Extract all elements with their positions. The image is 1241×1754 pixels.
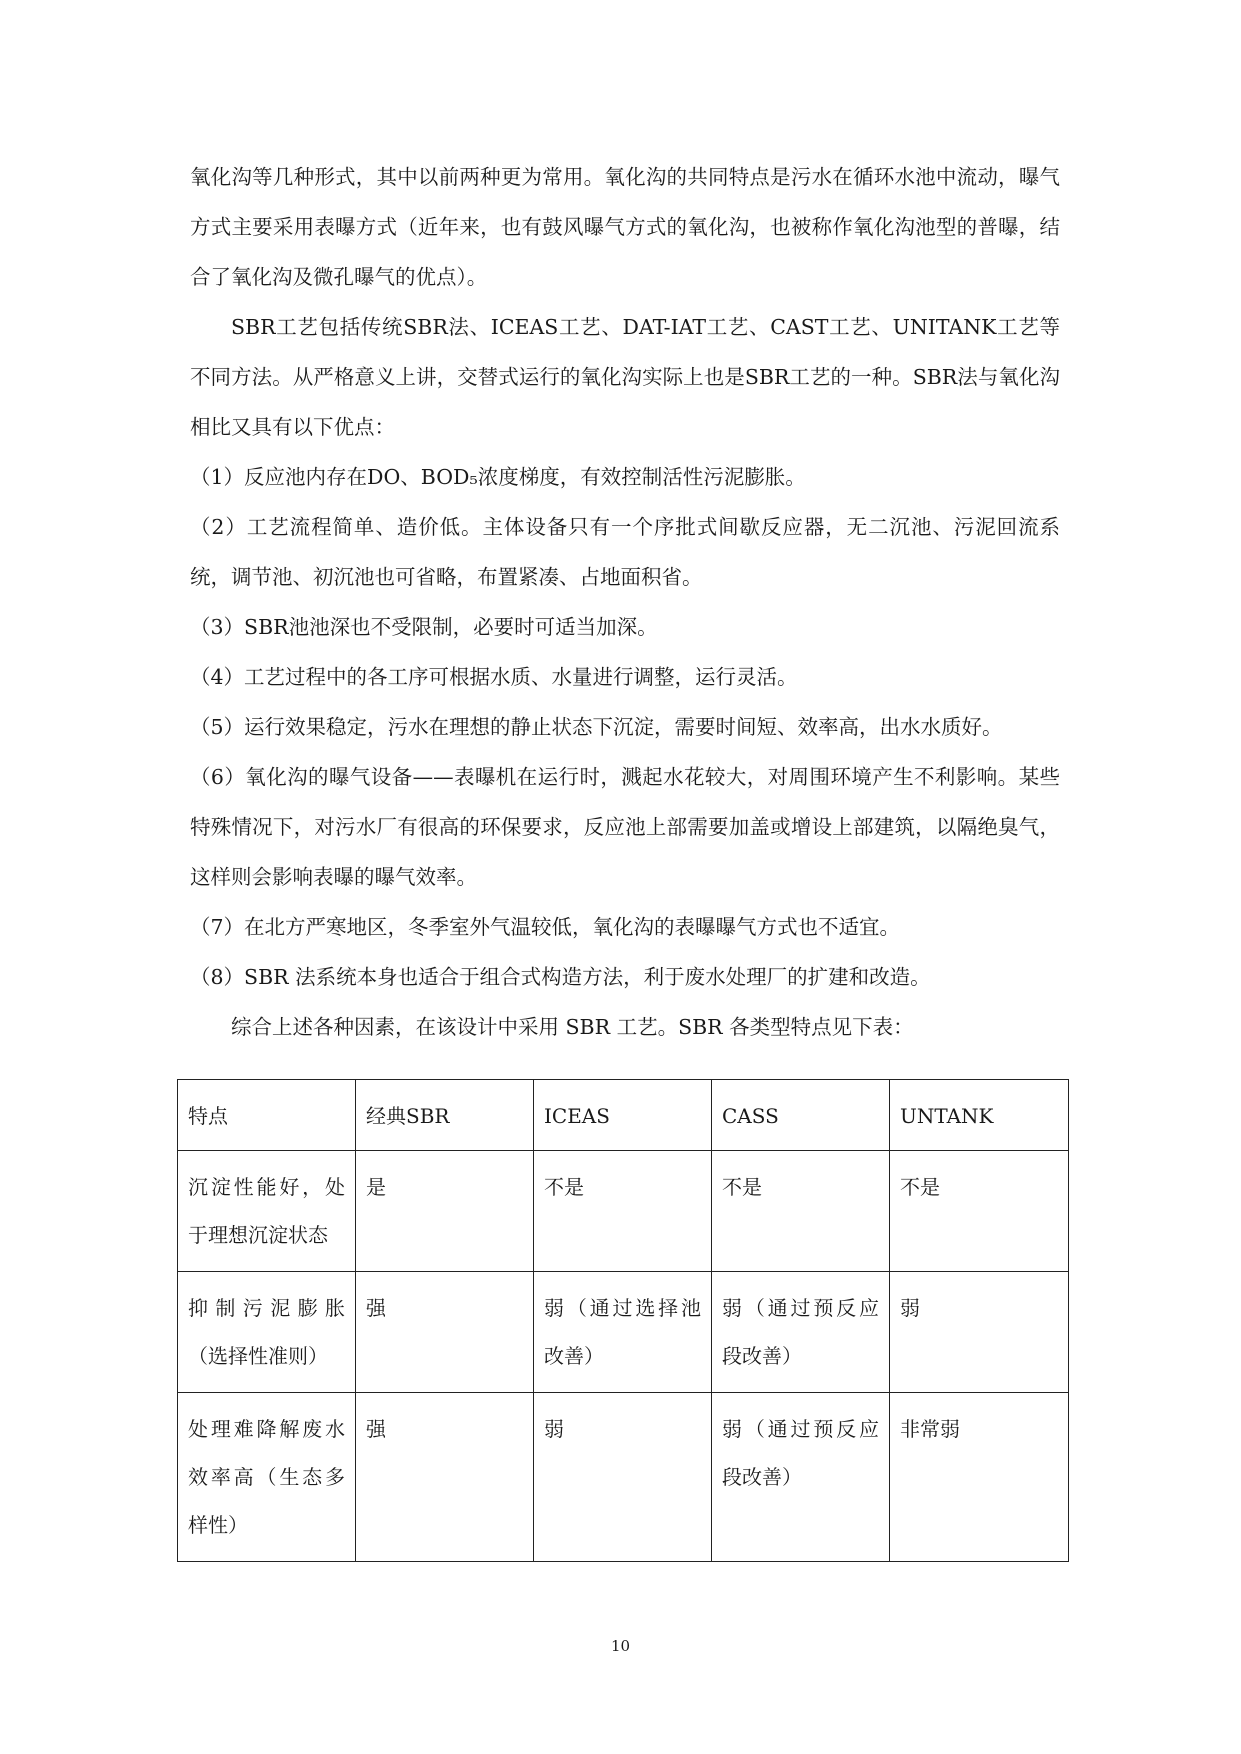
list-item: （5）运行效果稳定，污水在理想的静止状态下沉淀，需要时间短、效率高，出水水质好。	[190, 715, 1003, 739]
header-cell: 经典SBR	[356, 1080, 534, 1151]
table-cell: 非常弱	[890, 1393, 1069, 1562]
table-row	[178, 1393, 1069, 1562]
table-row	[178, 1151, 1069, 1272]
list-item: （2）工艺流程简单、造价低。主体设备只有一个序批式间歇反应器，无二沉池、污泥回流系统，调节池、初沉池也可省略，布置紧凑、占地面积省。	[190, 515, 1060, 589]
list-item: （8）SBR 法系统本身也适合于组合式构造方法，利于废水处理厂的扩建和改造。	[190, 965, 931, 989]
list-item: （7）在北方严寒地区，冬季室外气温较低，氧化沟的表曝曝气方式也不适宜。	[190, 915, 901, 939]
table-cell: 处理难降解废水效率高（生态多样性）	[178, 1393, 356, 1562]
page-number: 10	[610, 1637, 631, 1655]
table-cell: 弱（通过选择池改善）	[534, 1272, 712, 1393]
paragraph: 综合上述各种因素，在该设计中采用 SBR 工艺。SBR 各类型特点见下表：	[231, 1015, 914, 1039]
table-cell: 弱（通过预反应段改善）	[712, 1393, 890, 1562]
table-cell: 弱	[534, 1393, 712, 1562]
table-header-row	[178, 1080, 1069, 1151]
table-cell: 弱（通过预反应段改善）	[712, 1272, 890, 1393]
table-cell: 是	[356, 1151, 534, 1272]
table-row	[178, 1272, 1069, 1393]
table-cell: 弱	[890, 1272, 1069, 1393]
header-cell: ICEAS	[534, 1080, 712, 1151]
header-cell: 特点	[178, 1080, 356, 1151]
list-item: （3）SBR池池深也不受限制，必要时可适当加深。	[190, 615, 658, 639]
list-item: （4）工艺过程中的各工序可根据水质、水量进行调整，运行灵活。	[190, 665, 798, 689]
list-item: （6）氧化沟的曝气设备——表曝机在运行时，溅起水花较大，对周围环境产生不利影响。某些特殊情况下，对污水厂有很高的环保要求，反应池上部需要加盖或增设上部建筑，以隔绝臭气，这样则会影响表曝的曝气效率。	[190, 765, 1060, 889]
table-cell: 强	[356, 1393, 534, 1562]
table-cell: 不是	[712, 1151, 890, 1272]
header-cell: UNTANK	[890, 1080, 1069, 1151]
table-cell: 不是	[890, 1151, 1069, 1272]
list-item: （1）反应池内存在DO、BOD₅浓度梯度，有效控制活性污泥膨胀。	[190, 465, 806, 489]
header-cell: CASS	[712, 1080, 890, 1151]
table-cell: 沉淀性能好，处于理想沉淀状态	[178, 1151, 356, 1272]
table-cell: 抑制污泥膨胀（选择性准则）	[178, 1272, 356, 1393]
sbr-comparison-table	[177, 1079, 1069, 1562]
table-cell: 不是	[534, 1151, 712, 1272]
paragraph: SBR工艺包括传统SBR法、ICEAS工艺、DAT-IAT工艺、CAST工艺、UNITANK工艺等不同方法。从严格意义上讲，交替式运行的氧化沟实际上也是SBR工艺的一种。SBR法与氧化沟相比又具有以下优点：	[190, 315, 1060, 439]
body-text	[190, 152, 1060, 1052]
table-cell: 强	[356, 1272, 534, 1393]
paragraph: 氧化沟等几种形式，其中以前两种更为常用。氧化沟的共同特点是污水在循环水池中流动，曝气方式主要采用表曝方式（近年来，也有鼓风曝气方式的氧化沟，也被称作氧化沟池型的普曝，结合了氧化沟及微孔曝气的优点）。	[190, 165, 1060, 289]
